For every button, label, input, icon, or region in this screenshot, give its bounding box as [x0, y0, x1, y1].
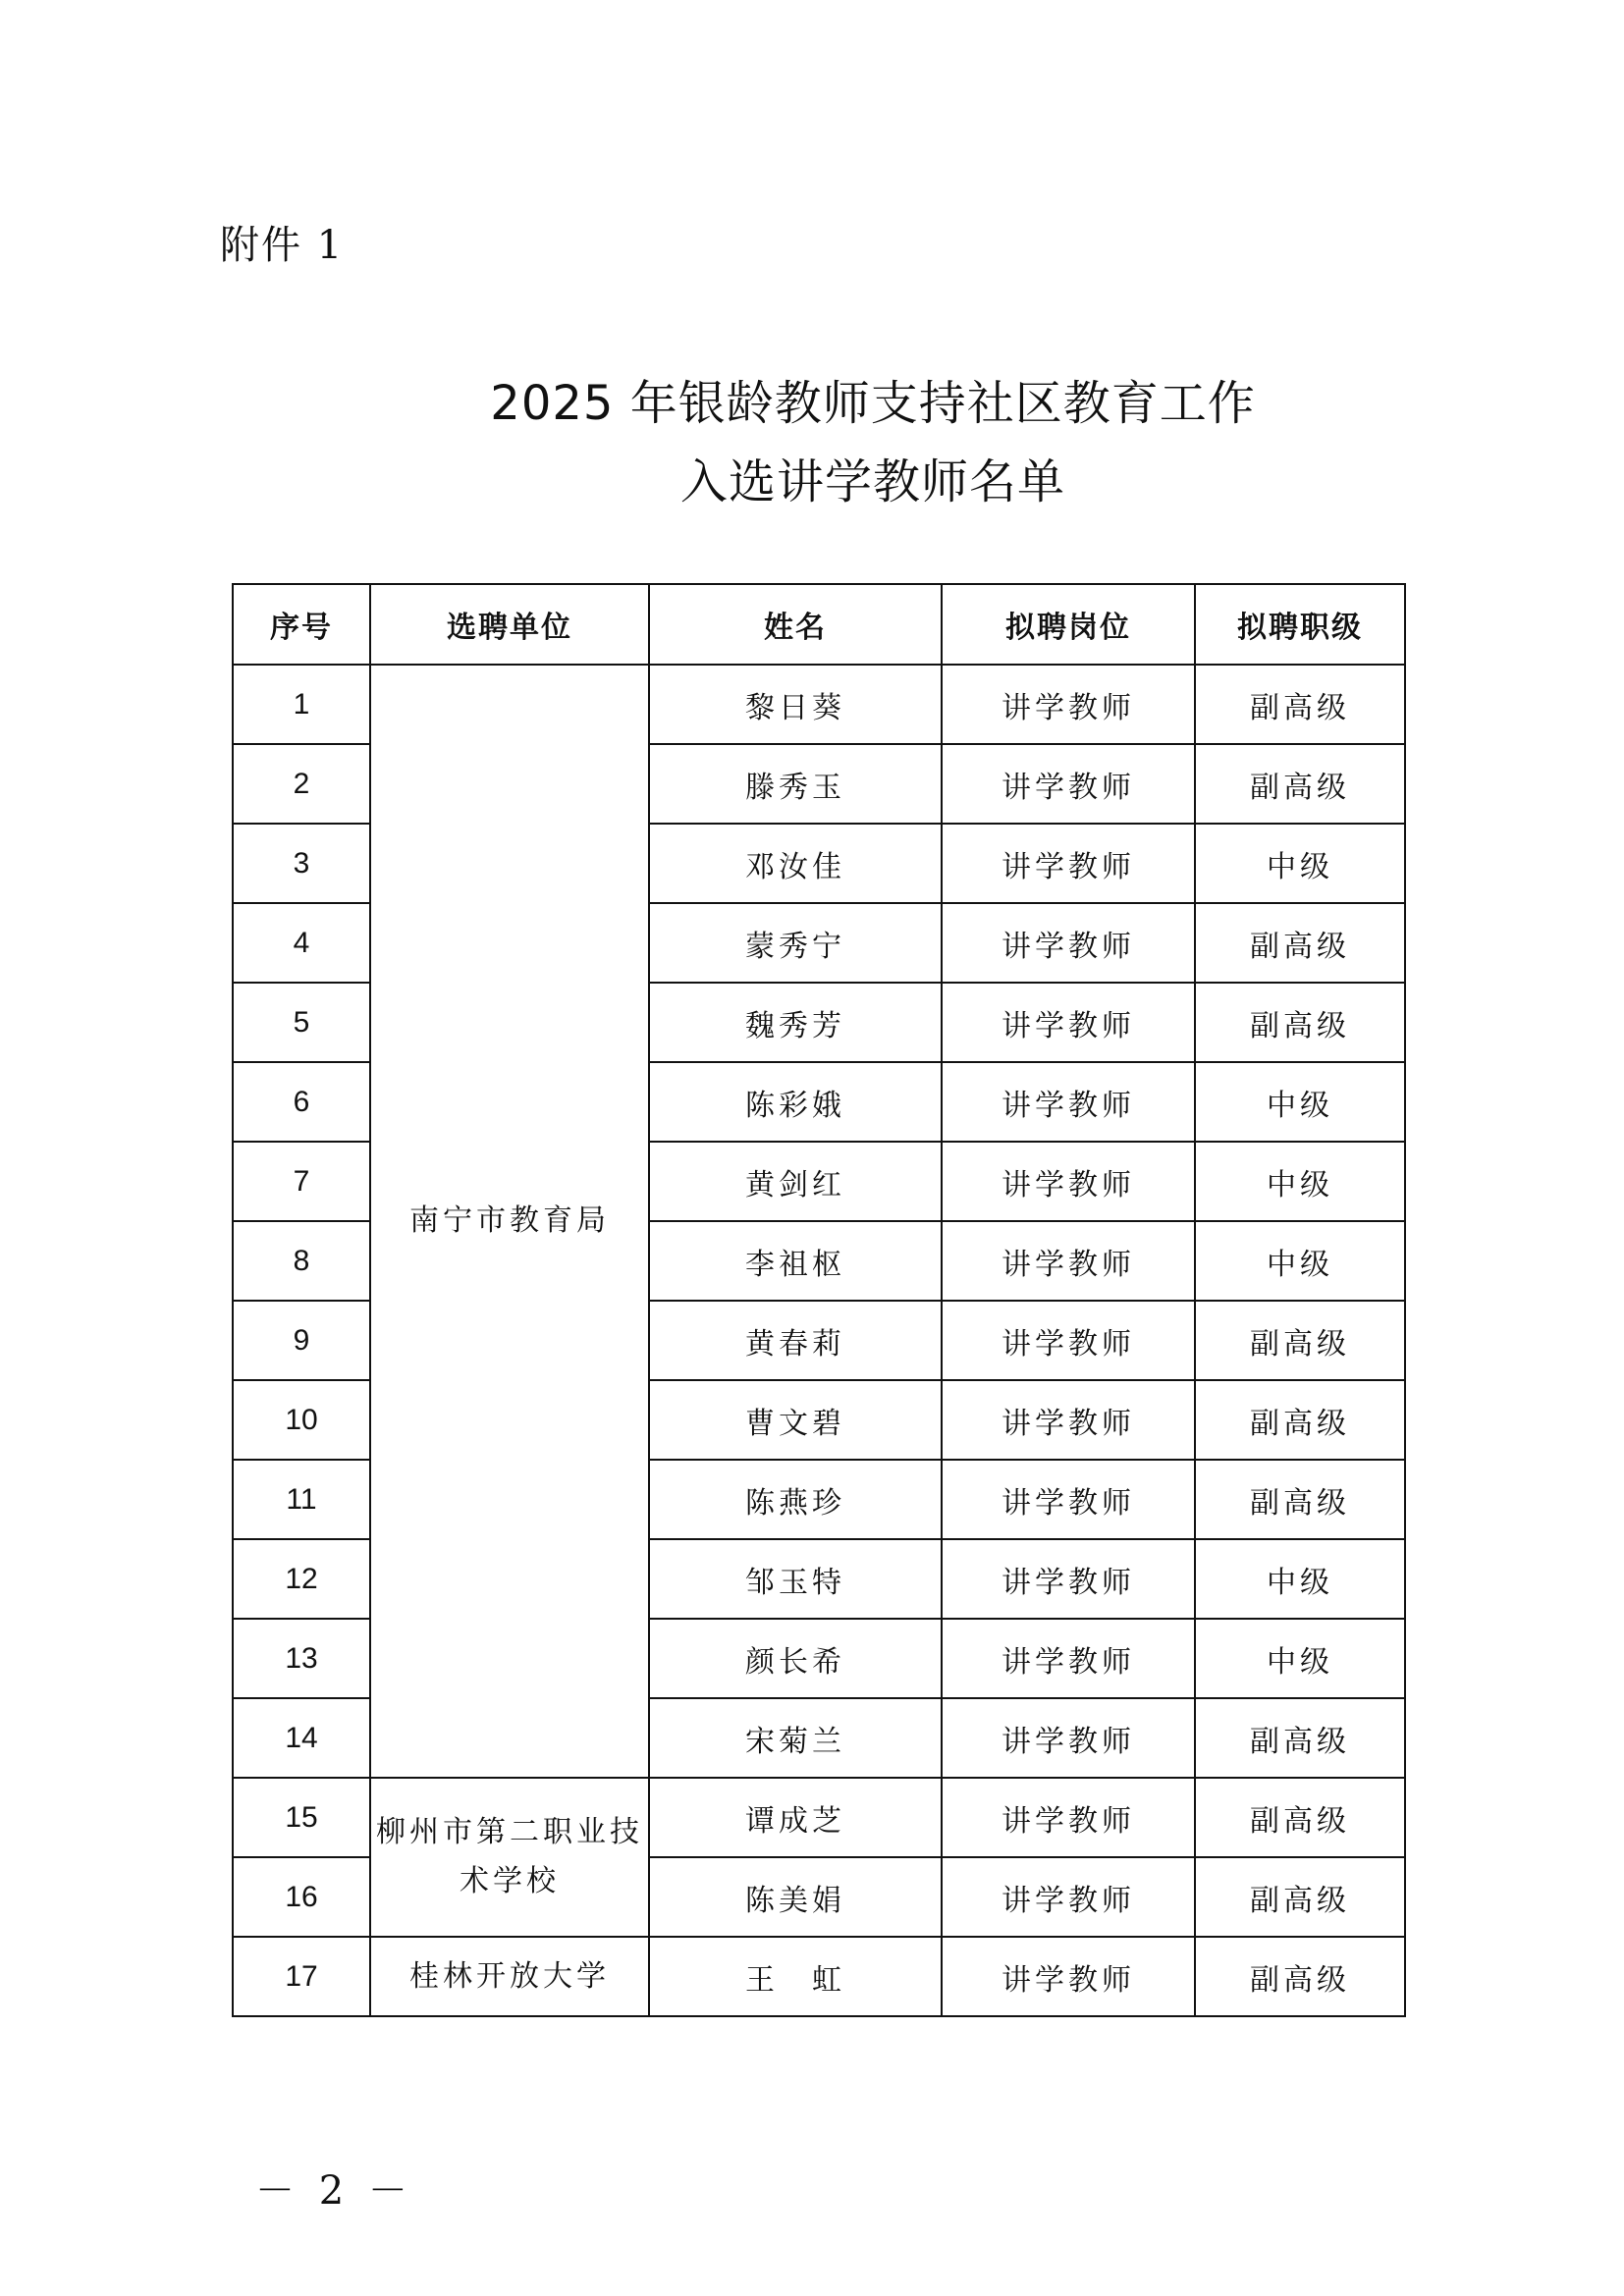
position-cell: 讲学教师	[942, 1778, 1195, 1857]
teacher-name-cell: 黄剑红	[649, 1142, 942, 1221]
position-cell: 讲学教师	[942, 1937, 1195, 2016]
teacher-name-cell: 魏秀芳	[649, 983, 942, 1062]
teacher-name-cell: 黄春莉	[649, 1301, 942, 1380]
position-cell: 讲学教师	[942, 1221, 1195, 1301]
position-cell: 讲学教师	[942, 983, 1195, 1062]
position-cell: 讲学教师	[942, 1698, 1195, 1778]
attachment-label: 附件 1	[220, 223, 345, 268]
table-header-row	[233, 584, 1405, 665]
position-cell: 讲学教师	[942, 824, 1195, 903]
teacher-name-cell: 王 虹	[649, 1937, 942, 2016]
grade-cell: 中级	[1195, 824, 1405, 903]
serial-number-cell: 15	[233, 1778, 370, 1857]
serial-number-cell: 12	[233, 1539, 370, 1619]
teacher-name-cell: 邹玉特	[649, 1539, 942, 1619]
teacher-name-cell: 陈美娟	[649, 1857, 942, 1937]
employing-unit-cell: 桂林开放大学	[370, 1937, 649, 2016]
serial-number-cell: 13	[233, 1619, 370, 1698]
teacher-name-cell: 陈彩娥	[649, 1062, 942, 1142]
grade-cell: 副高级	[1195, 1698, 1405, 1778]
position-cell: 讲学教师	[942, 1142, 1195, 1221]
serial-number-cell: 11	[233, 1460, 370, 1539]
grade-cell: 副高级	[1195, 665, 1405, 744]
grade-cell: 中级	[1195, 1619, 1405, 1698]
serial-number-cell: 8	[233, 1221, 370, 1301]
position-cell: 讲学教师	[942, 903, 1195, 983]
position-cell: 讲学教师	[942, 665, 1195, 744]
serial-number-cell: 5	[233, 983, 370, 1062]
header-serial-number: 序号	[233, 584, 370, 665]
teacher-name-cell: 宋菊兰	[649, 1698, 942, 1778]
document-title-line2: 入选讲学教师名单	[679, 454, 1065, 509]
teacher-name-cell: 蒙秀宁	[649, 903, 942, 983]
document-title-line1: 2025 年银龄教师支持社区教育工作	[490, 376, 1256, 431]
serial-number-cell: 7	[233, 1142, 370, 1221]
serial-number-cell: 16	[233, 1857, 370, 1937]
grade-cell: 副高级	[1195, 903, 1405, 983]
serial-number-cell: 14	[233, 1698, 370, 1778]
position-cell: 讲学教师	[942, 744, 1195, 824]
header-name: 姓名	[649, 584, 942, 665]
teacher-name-cell: 黎日葵	[649, 665, 942, 744]
serial-number-cell: 4	[233, 903, 370, 983]
table-row	[233, 1778, 1405, 1857]
grade-cell: 副高级	[1195, 1857, 1405, 1937]
position-cell: 讲学教师	[942, 1619, 1195, 1698]
teacher-name-cell: 陈燕珍	[649, 1460, 942, 1539]
grade-cell: 副高级	[1195, 1460, 1405, 1539]
grade-cell: 副高级	[1195, 983, 1405, 1062]
position-cell: 讲学教师	[942, 1539, 1195, 1619]
grade-cell: 中级	[1195, 1062, 1405, 1142]
position-cell: 讲学教师	[942, 1062, 1195, 1142]
grade-cell: 副高级	[1195, 1301, 1405, 1380]
grade-cell: 副高级	[1195, 1380, 1405, 1460]
grade-cell: 中级	[1195, 1221, 1405, 1301]
grade-cell: 中级	[1195, 1142, 1405, 1221]
grade-cell: 副高级	[1195, 1937, 1405, 2016]
position-cell: 讲学教师	[942, 1301, 1195, 1380]
teacher-name-cell: 谭成芝	[649, 1778, 942, 1857]
position-cell: 讲学教师	[942, 1460, 1195, 1539]
serial-number-cell: 17	[233, 1937, 370, 2016]
serial-number-cell: 6	[233, 1062, 370, 1142]
grade-cell: 副高级	[1195, 744, 1405, 824]
employing-unit-cell: 南宁市教育局	[370, 665, 649, 1778]
serial-number-cell: 10	[233, 1380, 370, 1460]
header-proposed-grade: 拟聘职级	[1195, 584, 1405, 665]
grade-cell: 中级	[1195, 1539, 1405, 1619]
employing-unit-cell: 柳州市第二职业技术学校	[370, 1778, 649, 1937]
header-proposed-position: 拟聘岗位	[942, 584, 1195, 665]
page-number: － 2 －	[255, 2168, 413, 2214]
serial-number-cell: 1	[233, 665, 370, 744]
teacher-name-cell: 邓汝佳	[649, 824, 942, 903]
teacher-name-cell: 滕秀玉	[649, 744, 942, 824]
teacher-roster-table	[232, 583, 1406, 2017]
teacher-name-cell: 颜长希	[649, 1619, 942, 1698]
table-row	[233, 1937, 1405, 2016]
header-employing-unit: 选聘单位	[370, 584, 649, 665]
position-cell: 讲学教师	[942, 1380, 1195, 1460]
serial-number-cell: 9	[233, 1301, 370, 1380]
teacher-name-cell: 李祖枢	[649, 1221, 942, 1301]
serial-number-cell: 3	[233, 824, 370, 903]
teacher-name-cell: 曹文碧	[649, 1380, 942, 1460]
serial-number-cell: 2	[233, 744, 370, 824]
position-cell: 讲学教师	[942, 1857, 1195, 1937]
grade-cell: 副高级	[1195, 1778, 1405, 1857]
table-row	[233, 665, 1405, 744]
